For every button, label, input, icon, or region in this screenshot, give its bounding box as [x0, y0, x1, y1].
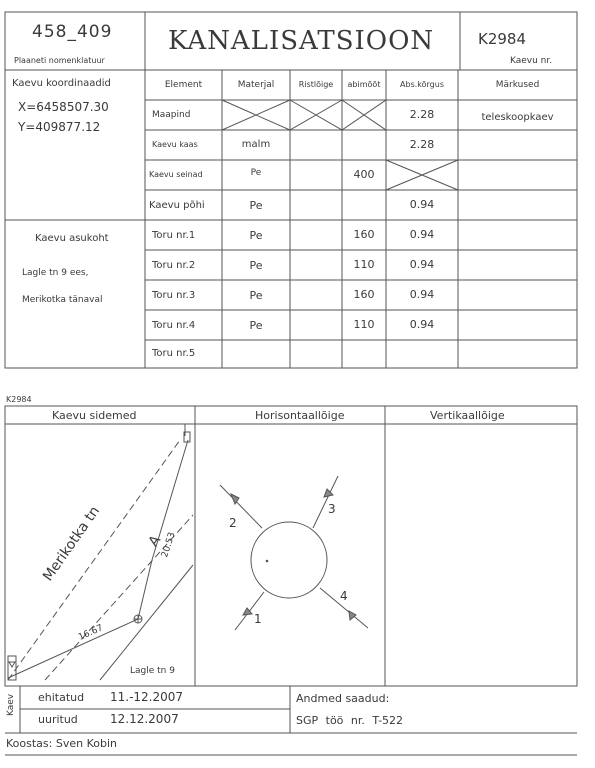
- row-element: Toru nr.5: [152, 348, 196, 359]
- coord-y: Y=409877.12: [18, 120, 101, 134]
- row-material: Pe: [249, 289, 263, 302]
- row-material: malm: [241, 139, 271, 150]
- data-source-value: SGP töö nr. T-522: [296, 714, 404, 727]
- panel-title-horizontal: Horisontaallõige: [255, 409, 345, 422]
- coords-label: Kaevu koordinaadid: [12, 78, 111, 89]
- row-height: 2.28: [409, 108, 435, 121]
- row-height: 0.94: [409, 288, 435, 301]
- pipe-label: 4: [340, 589, 348, 603]
- location-label: Kaevu asukoht: [35, 233, 109, 244]
- row-element: Toru nr.2: [152, 260, 196, 271]
- row-aux: 160: [353, 228, 375, 241]
- corner-tag: K2984: [6, 395, 32, 404]
- pipe-label: 1: [254, 612, 262, 626]
- lagle-label: Lagle tn 9: [130, 666, 175, 676]
- row-element: Kaevu põhi: [149, 200, 205, 211]
- row-height: 0.94: [409, 318, 435, 331]
- row-height: 0.94: [409, 198, 435, 211]
- row-aux: 110: [353, 318, 375, 331]
- surveyed-label: uuritud: [38, 713, 78, 726]
- coord-x: X=6458507.30: [18, 100, 109, 114]
- pipe-label: 3: [328, 502, 336, 516]
- col-header-element: Element: [164, 80, 203, 90]
- row-element: Toru nr.4: [152, 320, 196, 331]
- footer-side-label: Kaev: [6, 693, 16, 716]
- row-element: Toru nr.1: [152, 230, 196, 241]
- pipe-label: 2: [229, 516, 237, 530]
- sheet-number: 458_409: [32, 22, 113, 42]
- row-note: teleskoopkaev: [481, 112, 554, 123]
- street-label: Merikotka tn: [40, 503, 104, 585]
- row-material: Pe: [250, 168, 262, 178]
- built-label: ehitatud: [38, 691, 85, 704]
- row-height: 2.28: [409, 138, 435, 151]
- row-aux: 400: [353, 168, 375, 181]
- panel-title-links: Kaevu sidemed: [52, 409, 137, 422]
- row-element: Toru nr.3: [152, 290, 196, 301]
- distance-1: 20.53: [160, 531, 178, 559]
- letter-a: A: [145, 532, 165, 550]
- location-line1: Lagle tn 9 ees,: [22, 268, 89, 278]
- built-value: 11.-12.2007: [110, 690, 184, 704]
- row-material: Pe: [249, 259, 263, 272]
- row-height: 0.94: [409, 228, 435, 241]
- col-header-notes: Märkused: [495, 80, 540, 90]
- row-material: Pe: [249, 319, 263, 332]
- col-header-material: Materjal: [237, 80, 275, 90]
- row-aux: 110: [353, 258, 375, 271]
- surveyed-value: 12.12.2007: [110, 712, 179, 726]
- row-height: 0.94: [409, 258, 435, 271]
- panel-title-vertical: Vertikaallõige: [430, 409, 505, 422]
- well-id-caption: Kaevu nr.: [510, 56, 553, 66]
- row-element: Kaevu kaas: [152, 140, 198, 149]
- well-id: K2984: [478, 30, 527, 48]
- row-element: Kaevu seinad: [149, 170, 203, 179]
- col-header-aux: abimõõt: [347, 80, 381, 89]
- col-header-cross: Ristlõige: [298, 80, 334, 89]
- location-line2: Merikotka tänaval: [22, 295, 103, 305]
- row-material: Pe: [249, 229, 263, 242]
- sheet-title: KANALISATSIOON: [168, 26, 435, 56]
- data-source-label: Andmed saadud:: [296, 692, 390, 705]
- row-aux: 160: [353, 288, 375, 301]
- sheet-number-caption: Plaaneti nomenklatuur: [14, 56, 105, 65]
- col-header-height: Abs.kõrgus: [400, 80, 444, 89]
- author: Koostas: Sven Kobin: [6, 737, 117, 750]
- row-element: Maapind: [152, 110, 191, 120]
- row-material: Pe: [249, 199, 263, 212]
- distance-2: 16.67: [77, 623, 105, 643]
